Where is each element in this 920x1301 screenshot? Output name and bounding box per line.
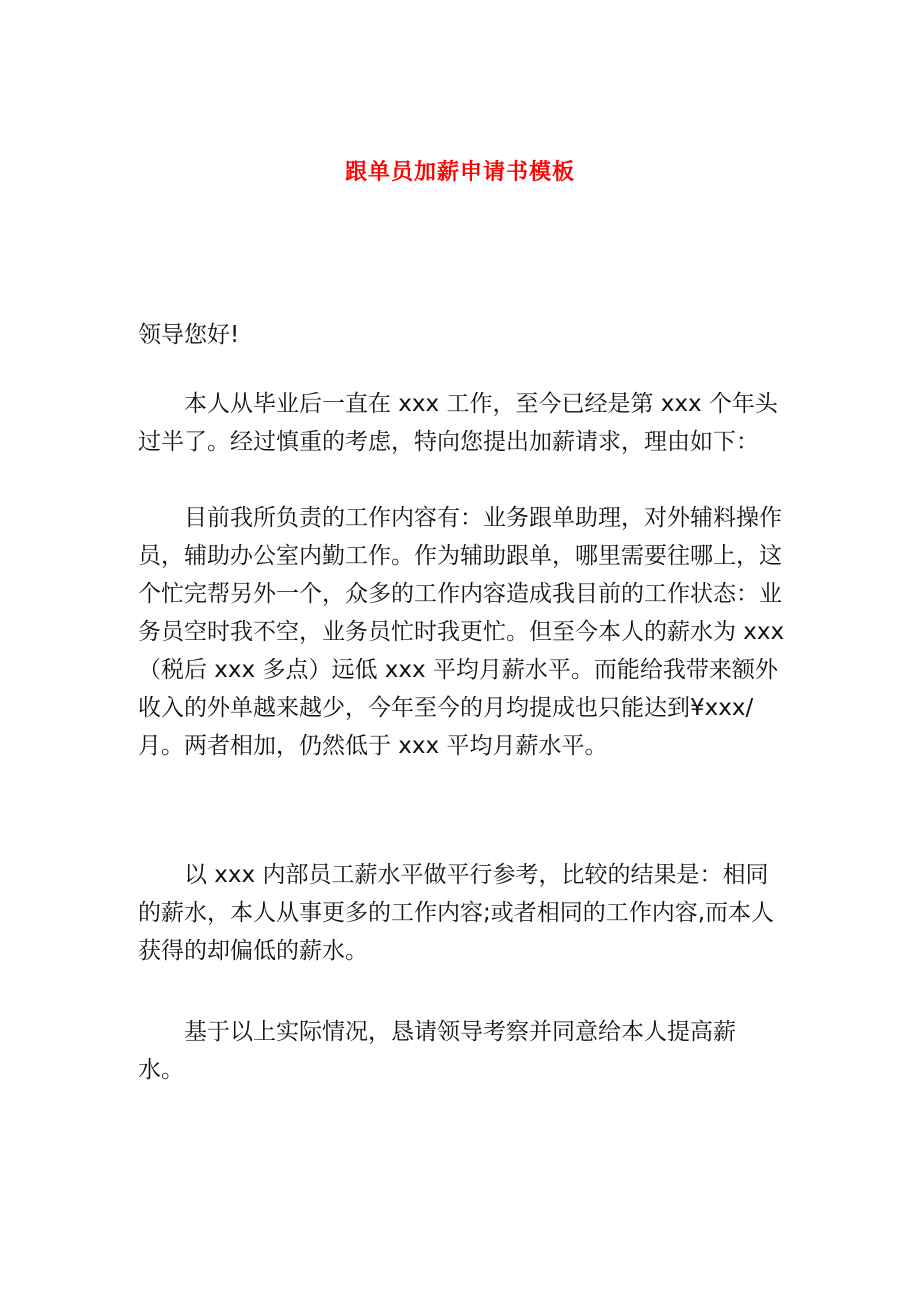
- paragraph-comparison: 以 xxx 内部员工薪水平做平行参考，比较的结果是：相同的薪水，本人从事更多的工作内容;或者相同的工作内容,而本人获得的却偏低的薪水。: [138, 862, 775, 964]
- paragraph-work-content: 目前我所负责的工作内容有：业务跟单助理，对外辅料操作员，辅助办公室内勤工作。作为辅助跟单，哪里需要往哪上，这个忙完帮另外一个，众多的工作内容造成我目前的工作状态：业务员空时我不空，业务员忙时我更忙。但至今本人的薪水为 xxx（税后 xxx 多点）远低 xxx 平均月薪水平。而能给我带来额外收入的外单越来越少，今年至今的月均提成也只能达到¥xxx/月。两者相加，仍然低于 xxx 平均月薪水平。: [138, 505, 785, 759]
- greeting: 领导您好!: [138, 322, 240, 348]
- paragraph-request: 基于以上实际情况，恳请领导考察并同意给本人提高薪水。: [138, 1019, 736, 1083]
- paragraph-intro: 本人从毕业后一直在 xxx 工作，至今已经是第 xxx 个年头过半了。经过慎重的考虑，特向您提出加薪请求，理由如下：: [138, 391, 778, 455]
- document-title: 跟单员加薪申请书模板: [344, 160, 575, 185]
